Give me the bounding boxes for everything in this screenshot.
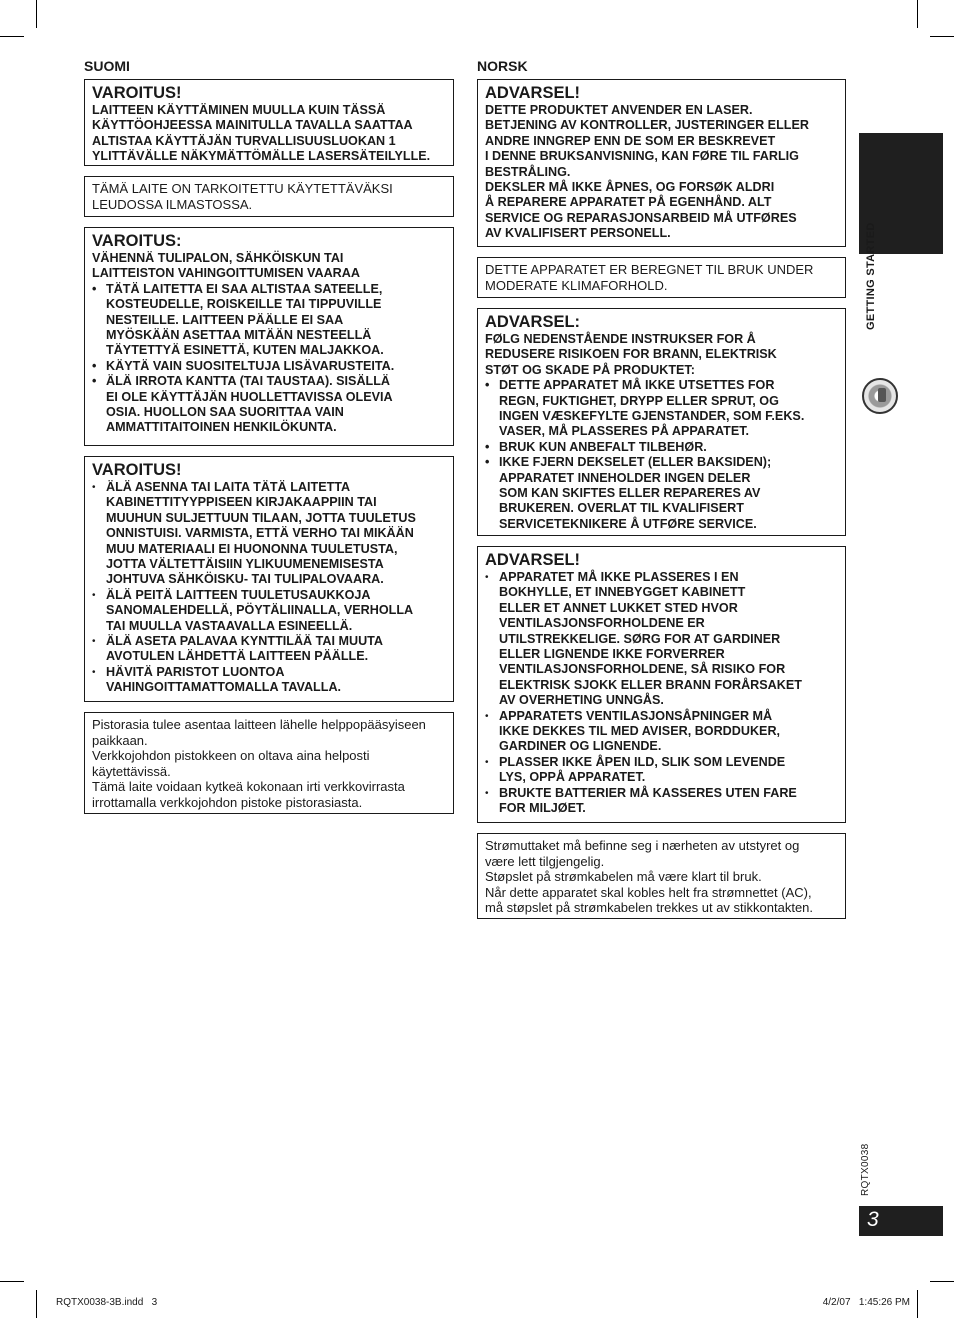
- text-line: APPARATET INNEHOLDER INGEN DELER: [499, 470, 751, 485]
- text-line: irrottamalla verkkojohdon pistoke pistorasiasta.: [92, 794, 363, 810]
- warning-text: [92, 480, 447, 696]
- bullet-item: [485, 440, 839, 455]
- warning-text: [92, 103, 447, 165]
- text-line: må støpslet på strømkabelen trekkes ut av stikkontakten.: [485, 900, 814, 915]
- bullet-icon: •: [92, 636, 96, 648]
- text-line: IKKE DEKKES TIL MED AVISER, BORDDUKER,: [499, 724, 781, 739]
- text-line: VAHINGOITTAMATTOMALLA TAVALLA.: [106, 680, 342, 695]
- warning-heading: ADVARSEL:: [485, 313, 581, 331]
- text-line: UTILSTREKKELIGE. SØRG FOR AT GARDINER: [499, 631, 781, 646]
- text-line: LAITTEISTON VAHINGOITTUMISEN VAARAA: [92, 266, 360, 281]
- language-label: NORSK: [477, 58, 528, 74]
- warning-heading: ADVARSEL!: [485, 84, 581, 102]
- fire-shock-warning-box: [477, 308, 846, 536]
- text-line: REGN, FUKTIGHET, DRYPP ELLER SPRUT, OG: [499, 393, 779, 408]
- bullet-item: [485, 378, 839, 440]
- text-line: BOKHYLLE, ET INNEBYGGET KABINETT: [499, 585, 746, 600]
- crop-mark: [917, 1290, 918, 1318]
- text-line: I DENNE BRUKSANVISNING, KAN FØRE TIL FARLIG: [485, 149, 799, 164]
- text-line: NESTEILLE. LAITTEEN PÄÄLLE EI SAA: [106, 312, 344, 327]
- text-line: Når dette apparatet skal kobles helt fra strømnettet (AC),: [485, 884, 812, 900]
- text-line: SOM KAN SKIFTES ELLER REPARERES AV: [499, 486, 761, 501]
- climate-notice-box: [477, 257, 846, 298]
- climate-notice-box: [84, 176, 454, 217]
- crop-mark: [917, 0, 918, 28]
- text-line: ÄLÄ ASETA PALAVAA KYNTTILÄÄ TAI MUUTA: [106, 634, 384, 649]
- warning-heading: VAROITUS:: [92, 232, 182, 250]
- text-line: BETJENING AV KONTROLLER, JUSTERINGER ELLER: [485, 118, 809, 133]
- text-line: TAI MUULLA VASTAAVALLA ESINEELLÄ.: [106, 618, 353, 633]
- text-line: APPARATETS VENTILASJONSÅPNINGER MÅ: [499, 708, 773, 723]
- ventilation-warning-box: [84, 456, 454, 702]
- text-line: ÄLÄ IRROTA KANTTA (TAI TAUSTAA). SISÄLLÄ: [106, 374, 391, 389]
- bullet-item: [92, 359, 447, 374]
- text-line: VASER, MÅ PLASSERES PÅ APPARATET.: [499, 424, 750, 439]
- bullet-icon: •: [92, 589, 96, 601]
- text-line: KOSTEUDELLE, ROISKEILLE TAI TIPPUVILLE: [106, 297, 382, 312]
- bullet-item: [92, 374, 447, 436]
- text-line: BESTRÅLING.: [485, 164, 571, 179]
- text-line: VENTILASJONSFORHOLDENE, SÅ RISIKO FOR: [499, 662, 786, 677]
- laser-warning-box: [84, 79, 454, 166]
- warning-heading: ADVARSEL!: [485, 551, 581, 569]
- text-line: DETTE PRODUKTET ANVENDER EN LASER.: [485, 103, 753, 117]
- bullet-item: [92, 480, 447, 588]
- text-line: REDUSERE RISIKOEN FOR BRANN, ELEKTRISK: [485, 347, 777, 362]
- text-line: LAITTEEN KÄYTTÄMINEN MUULLA KUIN TÄSSÄ: [92, 103, 386, 117]
- text-line: DETTE APPARATET ER BEREGNET TIL BRUK UNDER: [485, 262, 814, 277]
- bullet-item: [485, 709, 839, 755]
- text-line: IKKE FJERN DEKSELET (ELLER BAKSIDEN);: [499, 455, 772, 470]
- text-line: JOHTUVA SÄHKÖISKU- TAI TULIPALOVAARA.: [106, 572, 384, 587]
- fire-shock-warning-box: [84, 227, 454, 446]
- text-line: TÄYTETTYÄ ESINETTÄ, KUTEN MALJAKKOA.: [106, 343, 384, 358]
- text-line: MUU MATERIAALI EI HUONONNA TUULETUSTA,: [106, 541, 398, 556]
- text-line: FØLG NEDENSTÅENDE INSTRUKSER FOR Å: [485, 332, 756, 346]
- power-plug-notice-box: [84, 712, 454, 814]
- text-line: DEKSLER MÅ IKKE ÅPNES, OG FORSØK ALDRI: [485, 180, 775, 195]
- text-line: LEUDOSSA ILMASTOSSA.: [92, 196, 253, 212]
- bullet-icon: •: [92, 666, 96, 678]
- text-line: ONNISTUISI. VARMISTA, ETTÄ VERHO TAI MIKÄÄN: [106, 526, 414, 541]
- warning-heading: VAROITUS!: [92, 461, 182, 479]
- text-line: DETTE APPARATET MÅ IKKE UTSETTES FOR: [499, 378, 775, 393]
- text-line: AMMATTITAITOINEN HENKILÖKUNTA.: [106, 420, 337, 435]
- text-line: INGEN VÆSKEFYLTE GJENSTANDER, SOM F.EKS.: [499, 409, 805, 424]
- bullet-item: [92, 588, 447, 634]
- file-info: RQTX0038-3B.indd 3: [56, 1297, 158, 1308]
- text-line: Å REPARERE APPARATET PÅ EGENHÅND. ALT: [485, 195, 772, 210]
- text-line: TÄTÄ LAITETTA EI SAA ALTISTAA SATEELLE,: [106, 281, 383, 296]
- text-line: ELLER ET ANNET LUKKET STED HVOR: [499, 600, 738, 615]
- crop-mark: [0, 1281, 24, 1282]
- text-line: Pistorasia tulee asentaa laitteen lähelle helppopääsyiseen: [92, 717, 426, 732]
- text-line: YLITTÄVÄLLE NÄKYMÄTTÖMÄLLE LASERSÄTEILYLLE.: [92, 149, 431, 164]
- bullet-icon: •: [485, 756, 489, 768]
- document-code: RQTX0038: [860, 1143, 871, 1196]
- bullet-item: [92, 634, 447, 665]
- crop-mark: [930, 36, 954, 37]
- text-line: SANOMALEHDELLÄ, PÖYTÄLIINALLA, VERHOLLA: [106, 603, 414, 618]
- bullet-icon: •: [485, 710, 489, 722]
- bullet-icon: •: [485, 439, 490, 454]
- text-line: SERVICE OG REPARASJONSARBEID MÅ UTFØRES: [485, 210, 797, 225]
- warning-text: [485, 570, 839, 817]
- finnish-column: [84, 58, 454, 824]
- bullet-icon: •: [92, 482, 96, 493]
- text-line: Støpslet på strømkabelen må være klart til bruk.: [485, 869, 762, 884]
- text-line: MUUHUN SULJETTUUN TILAAN, JOTTA TUULETUS: [106, 510, 416, 525]
- text-line: APPARATET MÅ IKKE PLASSERES I EN: [499, 570, 739, 584]
- crop-mark: [0, 36, 24, 37]
- language-label: SUOMI: [84, 58, 130, 74]
- text-line: Verkkojohdon pistokkeen on oltava aina helposti: [92, 748, 370, 763]
- bullet-item: [92, 665, 447, 696]
- text-line: AVOTULEN LÄHDETTÄ LAITTEEN PÄÄLLE.: [106, 649, 369, 664]
- text-line: ANDRE INNGREP ENN DE SOM ER BESKREVET: [485, 133, 776, 148]
- language-tab-label: ENGLISH: [820, 153, 839, 233]
- laser-warning-box: [477, 79, 846, 247]
- crop-mark: [930, 1281, 954, 1282]
- bullet-item: [485, 786, 839, 817]
- bullet-icon: •: [485, 455, 490, 470]
- text-line: HÄVITÄ PARISTOT LUONTOA: [106, 664, 285, 679]
- warning-text: [485, 332, 839, 532]
- text-line: JOTTA VÄLTETTÄISIIN YLIKUUMENEMISESTA: [106, 557, 384, 572]
- text-line: EI OLE KÄYTTÄJÄN HUOLLETTAVISSA OLEVIA: [106, 389, 393, 404]
- text-line: ÄLÄ ASENNA TAI LAITA TÄTÄ LAITETTA: [106, 480, 351, 494]
- norwegian-column: [477, 58, 846, 929]
- text-line: ALTISTAA KÄYTTÄJÄN TURVALLISUUSLUOKAN 1: [92, 133, 396, 148]
- text-line: KÄYTÄ VAIN SUOSITELTUJA LISÄVARUSTEITA.: [106, 358, 395, 373]
- bullet-item: [485, 455, 839, 532]
- text-line: KÄYTTÖOHJEESSA MAINITULLA TAVALLA SAATTAA: [92, 118, 413, 133]
- bullet-item: [485, 570, 839, 709]
- bullet-icon: •: [485, 572, 489, 583]
- bullet-icon: •: [92, 358, 97, 373]
- bullet-icon: •: [92, 281, 97, 296]
- bullet-item: [92, 282, 447, 359]
- text-line: PLASSER IKKE ÅPEN ILD, SLIK SOM LEVENDE: [499, 754, 786, 769]
- text-line: FOR MILJØET.: [499, 801, 586, 816]
- text-line: MYÖSKÄÄN ASETTAA MITÄÄN NESTEELLÄ: [106, 328, 372, 343]
- text-line: ELLER LIGNENDE IKKE FORVERRER: [499, 647, 725, 662]
- text-line: OSIA. HUOLLON SAA SUORITTAA VAIN: [106, 405, 344, 420]
- text-line: VÄHENNÄ TULIPALON, SÄHKÖISKUN TAI: [92, 251, 344, 265]
- text-line: SERVICETEKNIKERE Å UTFØRE SERVICE.: [499, 516, 757, 531]
- warning-text: [485, 103, 839, 242]
- text-line: GARDINER OG LIGNENDE.: [499, 739, 662, 754]
- text-line: MODERATE KLIMAFORHOLD.: [485, 277, 668, 293]
- text-line: BRUKTE BATTERIER MÅ KASSERES UTEN FARE: [499, 785, 797, 800]
- text-line: KABINETTITYYPPISEEN KIRJAKAAPPIIN TAI: [106, 495, 377, 510]
- text-line: käytettävissä.: [92, 763, 171, 779]
- text-line: VENTILASJONSFORHOLDENE ER: [499, 616, 705, 631]
- bullet-icon: •: [485, 787, 489, 799]
- text-line: AV KVALIFISERT PERSONELL.: [485, 226, 671, 241]
- text-line: ÄLÄ PEITÄ LAITTEEN TUULETUSAUKKOJA: [106, 587, 371, 602]
- text-line: paikkaan.: [92, 732, 148, 748]
- crop-mark: [36, 1290, 37, 1318]
- text-line: Strømuttaket må befinne seg i nærheten av utstyret og: [485, 838, 800, 853]
- disc-icon: [862, 378, 898, 414]
- text-line: ELEKTRISK SJOKK ELLER BRANN FORÅRSAKET: [499, 677, 802, 692]
- text-line: AV OVERHETING UNNGÅS.: [499, 693, 664, 708]
- page-number: 3: [859, 1206, 943, 1236]
- text-line: Tämä laite voidaan kytkeä kokonaan irti verkkovirrasta: [92, 779, 405, 794]
- text-line: BRUKEREN. OVERLAT TIL KVALIFISERT: [499, 501, 744, 516]
- print-timestamp: 4/2/07 1:45:26 PM: [822, 1297, 910, 1308]
- text-line: BRUK KUN ANBEFALT TILBEHØR.: [499, 439, 707, 454]
- warning-heading: VAROITUS!: [92, 84, 182, 102]
- warning-text: [92, 251, 447, 436]
- text-line: LYS, OPPÅ APPARATET.: [499, 770, 646, 785]
- text-line: STØT OG SKADE PÅ PRODUKTET:: [485, 362, 695, 377]
- text-line: være lett tilgjengelig.: [485, 853, 605, 869]
- bullet-icon: •: [485, 378, 490, 393]
- section-label: GETTING STARTED: [865, 222, 877, 330]
- power-plug-notice-box: [477, 833, 846, 919]
- bullet-item: [485, 755, 839, 786]
- crop-mark: [36, 0, 37, 28]
- text-line: TÄMÄ LAITE ON TARKOITETTU KÄYTETTÄVÄKSI: [92, 181, 393, 196]
- ventilation-warning-box: [477, 546, 846, 823]
- bullet-icon: •: [92, 374, 97, 389]
